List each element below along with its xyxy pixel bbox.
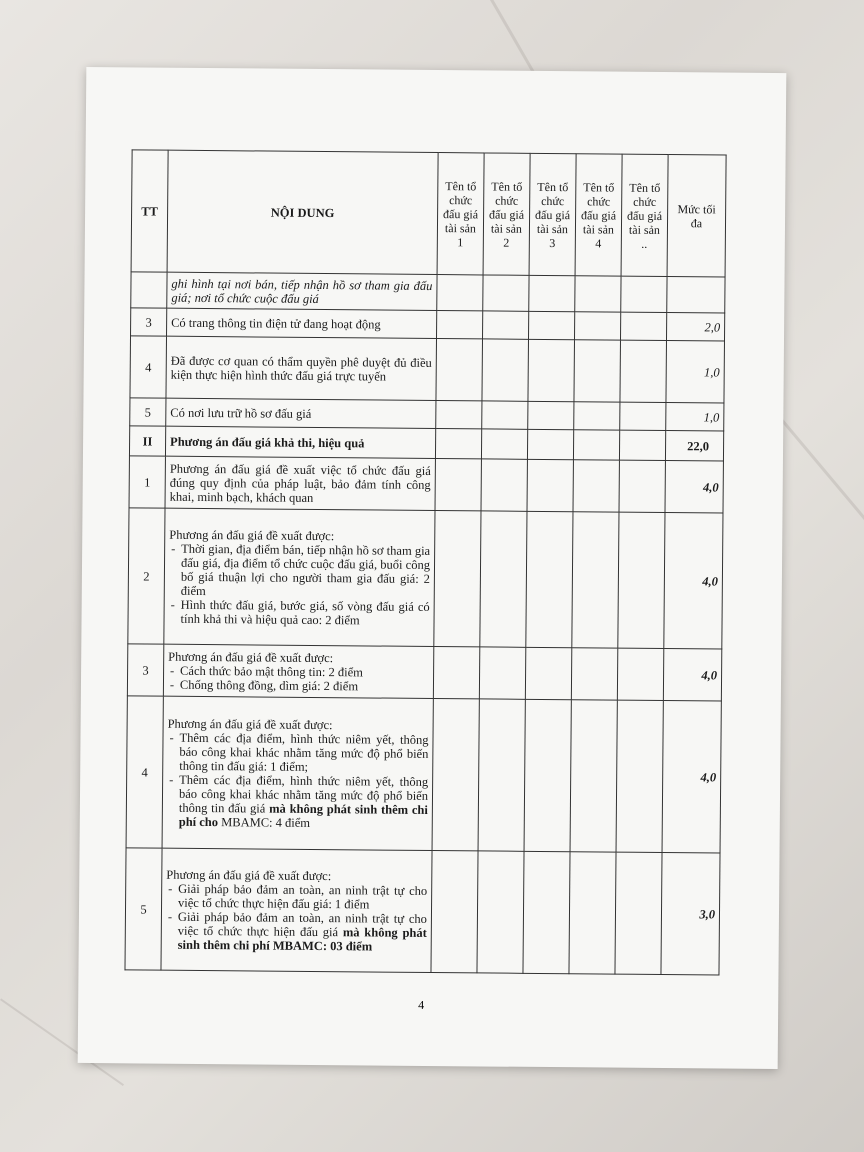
table-row (127, 644, 721, 701)
row-max-score: 1,0 (666, 341, 725, 404)
row-content (161, 848, 432, 972)
row-intro: Phương án đấu giá đề xuất được: (167, 716, 333, 732)
row-number: 3 (131, 308, 167, 336)
row-max-score: 1,0 (666, 403, 724, 432)
row-intro: Phương án đấu giá đề xuất được: (168, 649, 334, 665)
header-max-score: Mức tối đa (667, 155, 726, 278)
section-max-score: 22,0 (665, 431, 723, 462)
row-content: Có trang thông tin điện tử đang hoạt động (167, 308, 437, 338)
row-number: 4 (126, 696, 163, 848)
page-number: 4 (418, 997, 425, 1012)
bullet-item: - Cách thức bảo mật thông tin: 2 điểm (168, 663, 429, 679)
row-number: 5 (125, 848, 162, 970)
header-tt: TT (131, 150, 168, 272)
bullet-item: - Thời gian, địa điểm bán, tiếp nhận hồ sơ tham gia đấu giá, địa điểm tổ chức cuộc đấu giá, buổi công bố giá thuận lợi cho người tham gia đấu giá: 2 điểm (169, 541, 430, 599)
table-row (128, 508, 723, 649)
row-content (163, 644, 433, 698)
row-content: Phương án đấu giá đề xuất việc tổ chức đấu giá đúng quy định của pháp luật, bảo đảm tính công khai, minh bạch, khách quan (165, 456, 435, 510)
row-max-score: 4,0 (662, 701, 721, 854)
row-intro: Phương án đấu giá đề xuất được: (169, 527, 335, 543)
bullet-item: - Thêm các địa điểm, hình thức niêm yết, thông báo công khai khác nhằm tăng mức độ phổ biến thông tin đấu giá: 1 điểm; (167, 730, 428, 774)
header-org-4: Tên tổ chức đấu giá tài sản 4 (575, 154, 622, 276)
section-number: II (129, 426, 165, 456)
table-row (130, 336, 725, 403)
table-row (126, 696, 721, 853)
bullet-list (168, 663, 429, 693)
header-org-5: Tên tổ chức đấu giá tài sản .. (621, 154, 668, 276)
document-page (78, 67, 787, 1069)
table-header-row (131, 150, 726, 277)
row-max-score: 4,0 (664, 513, 723, 650)
row-number: 3 (127, 644, 163, 696)
row-number: 1 (129, 456, 165, 508)
criteria-table (124, 149, 726, 975)
row-continuation-text: ghi hình tại nơi bán, tiếp nhận hồ sơ tham gia đấu giá; nơi tổ chức cuộc đấu giá (167, 272, 437, 310)
row-number: 2 (128, 508, 165, 644)
table-row (125, 848, 720, 975)
row-content (164, 508, 435, 646)
bullet-item: - Giải pháp bảo đảm an toàn, an ninh trật tự cho việc tổ chức thực hiện đấu giá mà không phát sinh thêm chi phí MBAMC: 03 điểm (166, 909, 427, 953)
header-org-3: Tên tổ chức đấu giá tài sản 3 (529, 153, 576, 275)
table-row (131, 272, 725, 313)
bullet-list (167, 730, 429, 830)
header-content: NỘI DUNG (167, 150, 438, 274)
bullet-item: - Chống thông đồng, dìm giá: 2 điểm (168, 677, 429, 693)
row-max-score: 4,0 (663, 649, 721, 702)
row-number: 5 (130, 398, 166, 426)
marble-vein (490, 0, 538, 78)
header-org-1: Tên tổ chức đấu giá tài sản 1 (437, 153, 484, 275)
row-max-score: 4,0 (665, 461, 723, 514)
marble-vein (780, 418, 864, 588)
row-number: 4 (130, 336, 167, 398)
row-max-score: 3,0 (661, 853, 720, 976)
row-content: Đã được cơ quan có thẩm quyền phê duyệt đủ điều kiện thực hiện hình thức đấu giá trực tuyến (166, 336, 437, 400)
header-org-2: Tên tổ chức đấu giá tài sản 2 (483, 153, 530, 275)
table-row (129, 456, 723, 513)
row-max-score: 2,0 (666, 313, 724, 342)
bullet-item: - Giải pháp bảo đảm an toàn, an ninh trật tự cho việc tổ chức thực hiện đấu giá: 1 điểm (166, 881, 427, 911)
row-intro: Phương án đấu giá đề xuất được: (166, 867, 332, 883)
bullet-item: - Thêm các địa điểm, hình thức niêm yết, thông báo công khai khác nhằm tăng mức độ phổ biến thông tin đấu giá mà không phát sinh thêm chi phí cho MBAMC: 4 điểm (167, 772, 428, 830)
row-content: Có nơi lưu trữ hồ sơ đấu giá (166, 398, 436, 428)
bullet-list (166, 881, 428, 953)
bullet-item: - Hình thức đấu giá, bước giá, số vòng đấu giá có tính khả thi và hiệu quả cao: 2 điểm (168, 597, 429, 627)
bullet-list (168, 541, 430, 627)
row-content (162, 696, 433, 850)
section-title: Phương án đấu giá khả thi, hiệu quả (165, 426, 435, 458)
